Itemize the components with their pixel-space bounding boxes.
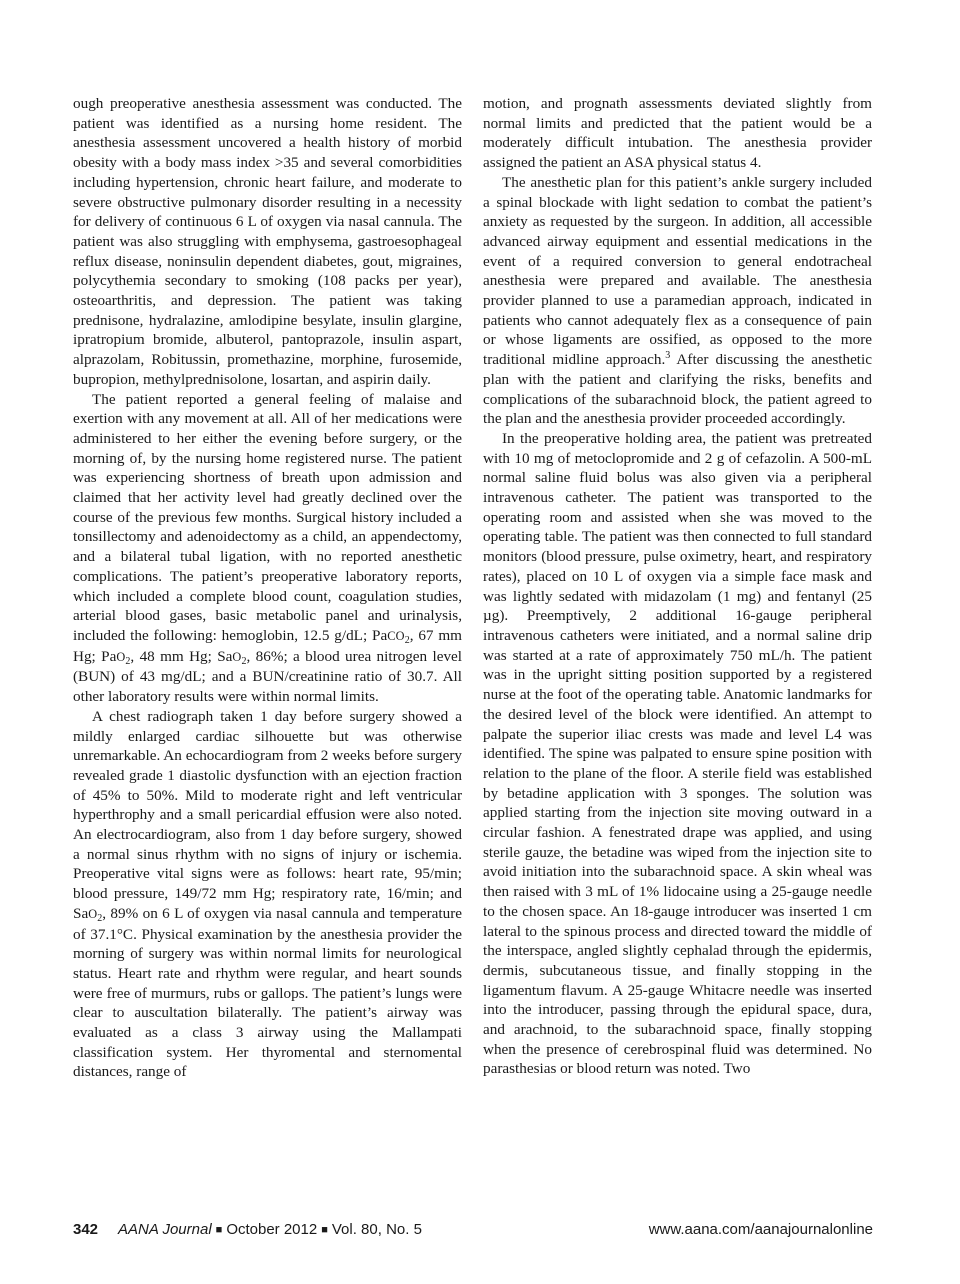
paragraph (73, 94, 462, 390)
left-column (73, 94, 462, 1184)
paragraph: motion, and prognath assessments deviated slightly from normal limits and predicted that the patient would be a moderately difficult intubation. The anesthesia provider assigned the patient an ASA physical status 4. (483, 95, 872, 172)
chem-symbol: O (232, 649, 242, 664)
subscript: 2 (404, 634, 410, 646)
journal-url[interactable]: www.aana.com/aanajournalonline (648, 1221, 873, 1238)
right-column (483, 94, 872, 1184)
paragraph-text: , 48 mm Hg; Sa (130, 647, 233, 665)
reference-superscript[interactable]: 3 (665, 350, 671, 362)
separator: ■ (321, 1224, 328, 1236)
journal-info (118, 1221, 422, 1238)
paragraph-text: ough preoperative anesthesia assessment was conducted. The patient was identified as a nursing home resident. The anesthesia assessment uncovered a health history of morbid obesity with a body mass index >35 and several comorbidities including hypertension, chronic heart failure, and moderate to severe obstructive pulmonary disorder resulting in a necessity for delivery of continuous 6 L of oxygen via nasal cannula. The patient was also struggling with emphysema, gastroesophageal reflux disease, noninsulin dependent diabetes, gout, migraines, polycythemia secondary to smoking (108 packs per year), osteoarthritis, and depression. The patient was taking prednisone, hydralazine, amlodipine besylate, insulin glargine, ipratropium bromide, albuterol, pantoprazole, insulin aspart, alprazolam, Robitussin, promethazine, morphine, furosemide, bupropion, methylprednisolone, losartan, and aspirin daily. (73, 95, 462, 388)
paragraph-text: After discussing the anesthetic plan with the patient and clarifying the risks, benefits and complications of the subarachnoid block, the patient agreed to the plan and the anesthesia provider proceeded accordingly. (483, 351, 872, 428)
paragraph-text: A chest radiograph taken 1 day before surgery showed a mildly enlarged cardiac silhouette but was otherwise unremarkable. An echocardiogram from 2 weeks before surgery revealed grade 1 diastolic dysfunction with an ejection fraction of 45% to 50%. Mild to moderate right and left ventricular hyperthrophy and a small pericardial effusion were also noted. An electrocardiogram, also from 1 day before surgery, showed a normal sinus rhythm with no signs of injury or ischemia. Preoperative vital signs were as follows: heart rate, 95/min; blood pressure, 149/72 mm Hg; respiratory rate, 16/min; and Sa (73, 707, 462, 922)
chem-symbol: O (88, 906, 98, 921)
volume-number: Vol. 80, No. 5 (331, 1221, 422, 1238)
paragraph (483, 173, 872, 429)
paragraph-text: , 86%; a blood urea nitrogen level (BUN) of 43 mg/dL; and a BUN/creatinine ratio of 30.7. All other laboratory results were within normal limits. (73, 647, 462, 706)
paragraph-text: , 89% on 6 L of oxygen via nasal cannula and temperature of 37.1°C. Physical examination by the anesthesia provider the morning of surgery was within normal limits for neurological status. Heart rate and rhythm were regular, and heart sounds were free of murmurs, rubs or gallops. The patient’s lungs were clear to auscultation bilaterally. The patient’s airway was evaluated as a class 3 airway using the Mallampati classification system. Her thyromental and sternomental distances, range of (73, 904, 462, 1081)
paragraph (73, 707, 462, 1082)
journal-title: AANA Journal (118, 1221, 212, 1238)
subscript: 2 (125, 655, 131, 667)
paragraph-text: The anesthetic plan for this patient’s ankle surgery included a spinal blockade with light sedation to combat the patient’s anxiety as requested by the surgeon. In addition, all accessible advanced airway equipment and essential medications in the event of a required conversion to general endotracheal anesthesia were prepared and available. The anesthesia provider planned to use a paramedian approach, indicated in patients who cannot adequately flex as a consequence of pain or whose ligaments are ossified, as opposed to the more traditional midline approach. (483, 173, 872, 369)
page-footer (73, 1221, 873, 1243)
paragraph (73, 390, 462, 707)
paragraph-text: , 67 mm Hg; Pa (73, 626, 462, 665)
chem-symbol: O (116, 649, 126, 664)
chem-symbol: CO (387, 628, 405, 643)
page-number: 342 (73, 1221, 99, 1238)
paragraph: In the preoperative holding area, the patient was pretreated with 10 mg of metoclopromide and 2 g of cefazolin. A 500-mL normal saline fluid bolus was also given via a peripheral intravenous catheter. The patient was transported to the operating room and assisted when she was moved to the operating table. The patient was then connected to full standard monitors (blood pressure, pulse oximetry, heart, and respiratory rates), placed on 10 L of oxygen via a simple face mask and was lightly sedated with midazolam (1 mg) and fentanyl (25 µg). Preemptively, 2 additional 16-gauge peripheral intravenous catheters were initiated, and a normal saline drip was started at a rate of approximately 750 mL/h. The patient was in the upright sitting position supported by a registered nurse at the foot of the operating table. Anatomic landmarks for the desired level of the block were identified. An attempt to palpate the superior iliac crests was made and level L4 was identified. The spine was palpated to ensure spine position with relation to the plane of the floor. A sterile field was established by betadine application with 3 sponges. The solution was applied starting from the injection site moving outward in a circular fashion. A fenestrated drape was applied, and using sterile gauze, the betadine was wiped from the injection site to avoid initiation into the subarachnoid space. A skin wheal was then raised with 3 mL of 1% lidocaine using a 25-gauge needle to the chosen space. An 18-gauge introducer was inserted 1 cm lateral to the spinous process and directed toward the middle of the interspace, angled slightly cephalad through the epidermis, dermis, subcutaneous tissue, and finally stopping in the ligamentum flavum. A 25-gauge Whitacre needle was inserted into the introducer, passing through the epidural space, dura, and arachnoid, to the subarachnoid space, finally stopping when the presence of cerebrospinal fluid was determined. No parasthesias or blood return was noted. Two (483, 429, 872, 1078)
separator: ■ (215, 1224, 223, 1236)
subscript: 2 (97, 912, 103, 924)
paragraph-text: The patient reported a general feeling of malaise and exertion with any movement at all. All of her medications were administered to her either the evening before surgery, or the morning of, by the nursing home registered nurse. The patient was experiencing shortness of breath upon admission and claimed that her activity level had greatly declined over the course of the previous few months. Surgical history included a tonsillectomy and adenoidectomy as a child, an appendectomy, and a bilateral tubal ligation, with no reported anesthetic complications. The patient’s preoperative laboratory reports, which included a complete blood count, coagulation studies, arterial blood gases, basic metabolic panel and urinalysis, included the following: hemoglobin, 12.5 g/dL; Pa (73, 390, 462, 644)
issue-date: October 2012 (226, 1221, 318, 1238)
subscript: 2 (241, 655, 247, 667)
